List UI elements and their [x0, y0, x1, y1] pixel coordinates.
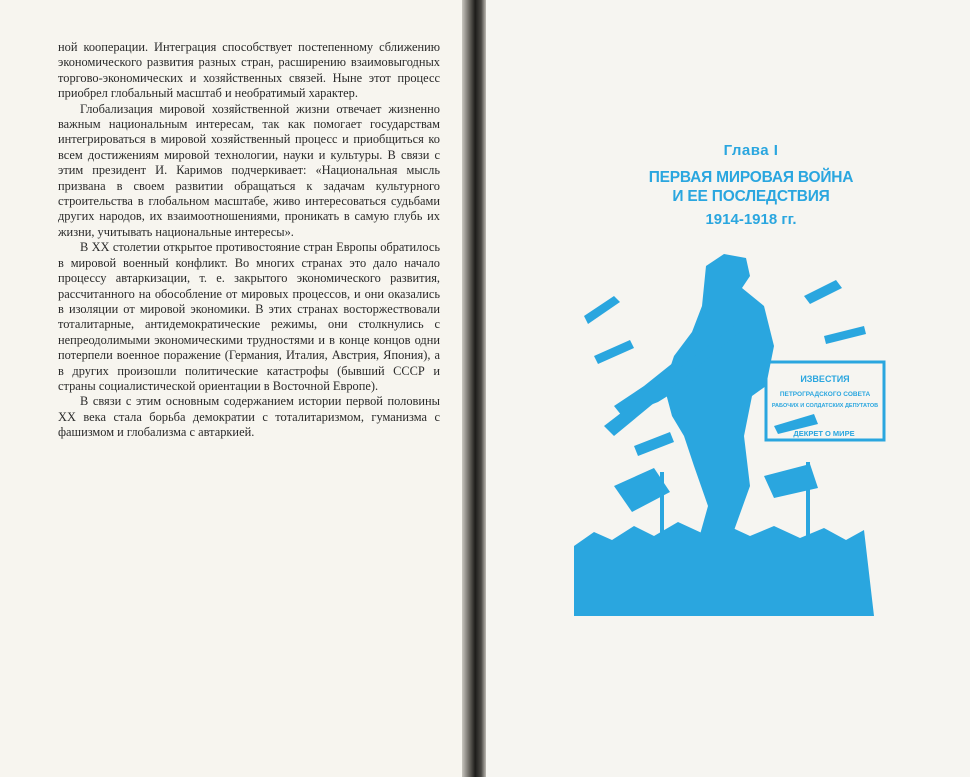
crowd: [574, 522, 874, 616]
chapter-title-line-1: ПЕРВАЯ МИРОВАЯ ВОЙНА: [648, 169, 854, 186]
poster-headline: ИЗВЕСТИЯ: [800, 374, 850, 384]
chapter-title: [616, 168, 886, 206]
left-page: [0, 0, 462, 777]
body-text: [58, 40, 440, 441]
book-gutter: [462, 0, 486, 777]
flag-pole-2: [806, 462, 810, 552]
paragraph-1: ной кооперации. Интеграция способствует постепенному сближению экономического развития разных стран, расширению взаимовыгодных торгово-экономических и хозяйственных связей. Ныне этот процесс приобрел глобальный масштаб и необратимый характер.: [58, 40, 440, 101]
right-page: [486, 0, 970, 777]
chapter-years: 1914-1918 гг.: [705, 211, 797, 228]
paragraph-3: В XX столетии открытое противостояние стран Европы обратилось в мировой военный конфликт. Во многих странах это дало начало процессу автаркизации, т. е. закрытого экономического развития, рассчитанного на обособление от мировых процессов, и они оказались в изоляции от мировой экономики. В этих странах восторжествовали тоталитарные, антидемократические режимы, они столкнулись с непреодолимыми экономическими трудностями и в конце концов одни потерпели военное поражение (Германия, Италия, Австрия, Япония), а в других произошли политические катастрофы (бывший СССР и страны социалистической ориентации в Восточной Европе).: [58, 240, 440, 393]
chapter-label: Глава I: [723, 142, 779, 159]
flag-pole: [660, 472, 664, 552]
poster-slogan: ДЕКРЕТ О МИРЕ: [793, 429, 855, 438]
soldier-figure: [664, 254, 774, 566]
war-illustration: [574, 236, 894, 616]
paragraph-2: Глобализация мировой хозяйственной жизни отвечает жизненно важным национальным интересам, так как помогает государствам интегрироваться в мировой хозяйственный процесс и приобщиться ко всем достижениям мировой технологии, науки и культуры. В связи с этим президент И. Каримов подчеркивает: «Национальная мысль призвана в своем развитии обращаться к задачам культурного строительства в глобальном масштабе, живо интересоваться судьбами других народов, их взаимоотношениями, проникать в самую глубь их жизни, учитывать национальные интересы».: [58, 101, 440, 239]
chapter-title-line-2: И ЕЕ ПОСЛЕДСТВИЯ: [672, 188, 830, 205]
paragraph-4: В связи с этим основным содержанием истории первой половины XX века стала борьба демократии с тоталитаризмом, гуманизма с фашизмом и глобализма с автаркией.: [58, 394, 440, 440]
poster-subline-1: ПЕТРОГРАДСКОГО СОВЕТА: [779, 391, 871, 398]
poster-subline-2: РАБОЧИХ И СОЛДАТСКИХ ДЕПУТАТОВ: [771, 403, 879, 409]
